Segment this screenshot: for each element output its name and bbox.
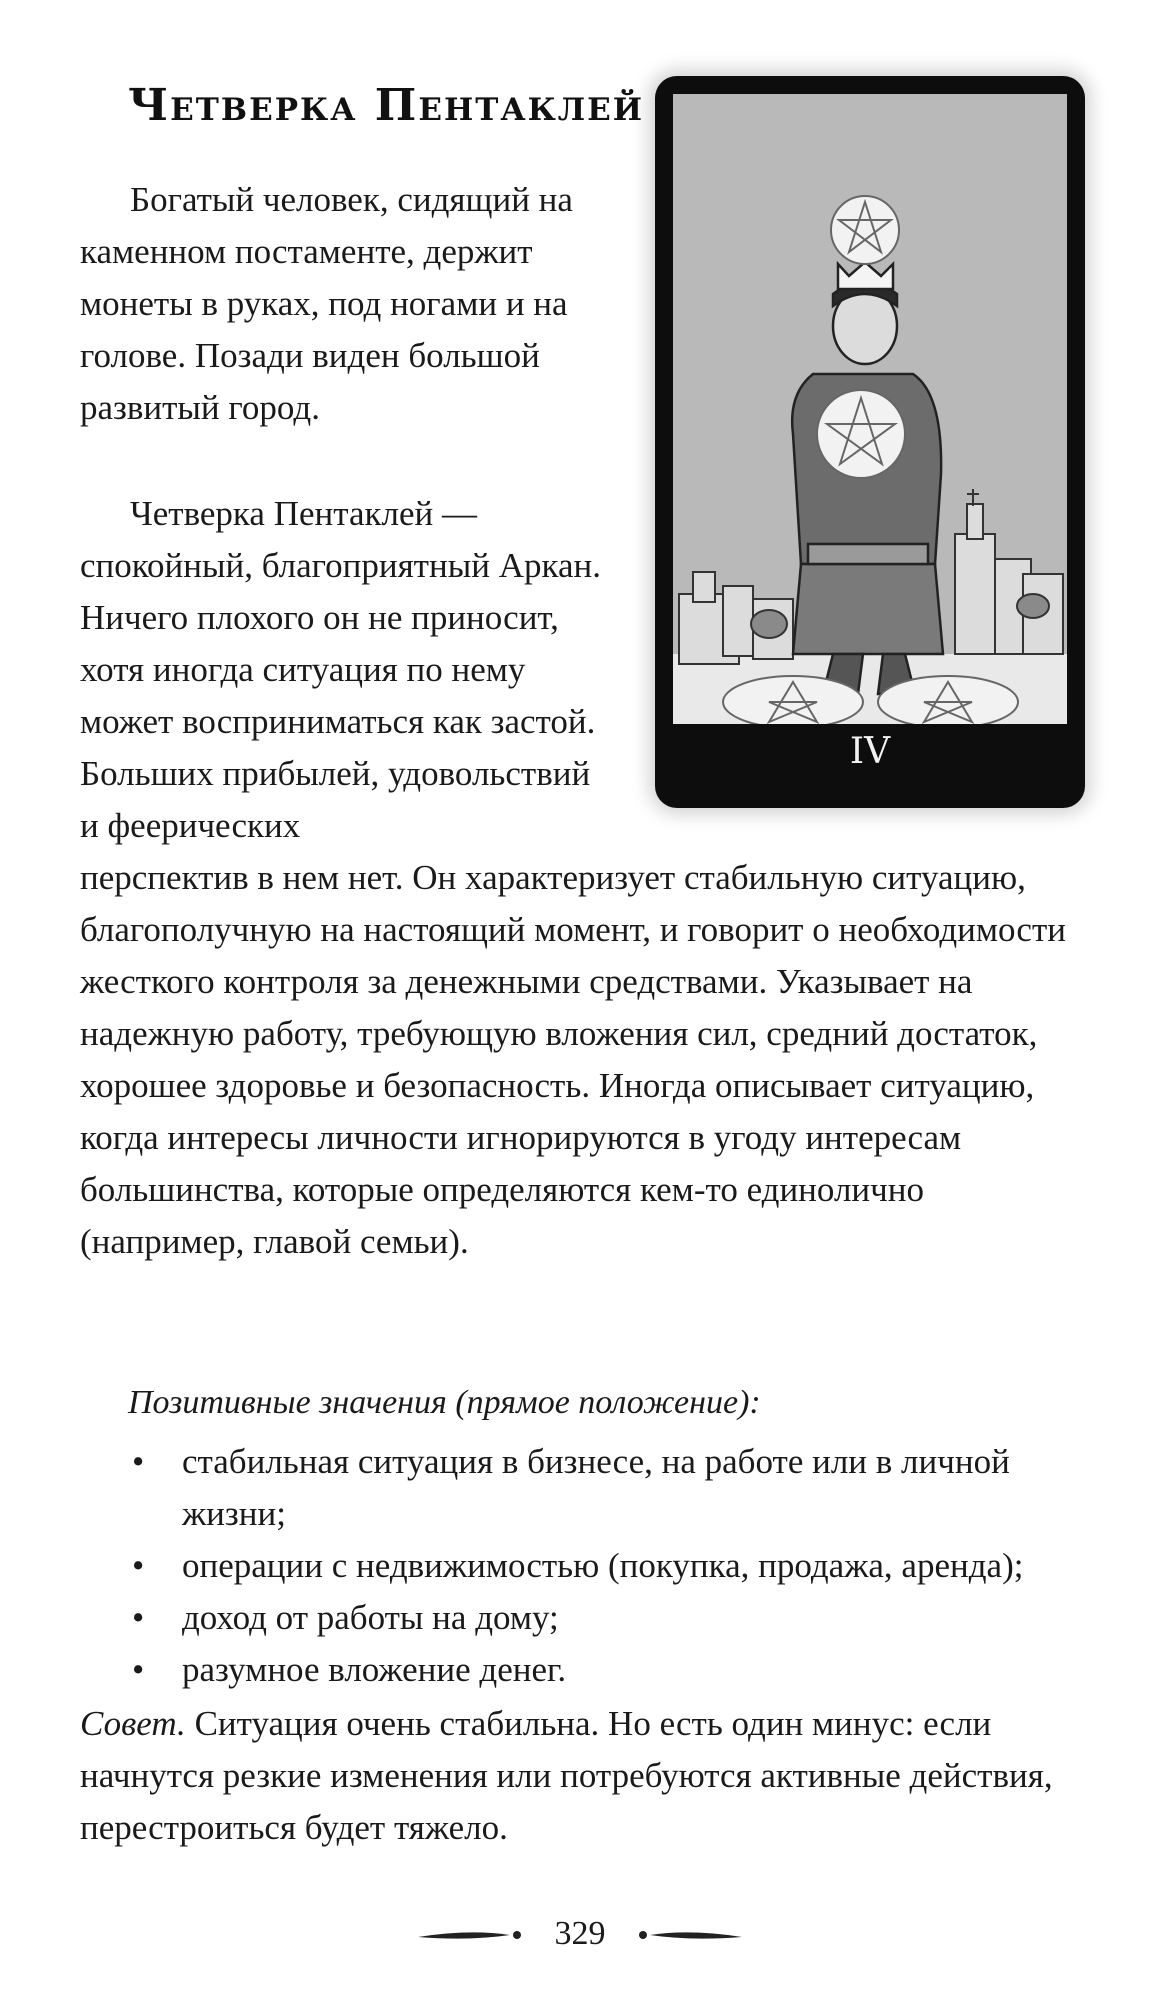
bullet-icon: • bbox=[132, 1650, 145, 1689]
list-item bbox=[80, 1644, 1090, 1696]
bullet-icon: • bbox=[132, 1546, 145, 1585]
card-illustration bbox=[673, 94, 1067, 724]
bullet-icon: • bbox=[132, 1598, 145, 1637]
advice-label: Совет. bbox=[80, 1704, 186, 1743]
card-numeral: IV bbox=[849, 731, 891, 772]
advice-text: Ситуация очень стабильна. Но есть один минус: если начнутся резкие изменения или потребуются активные действия, перестроиться будет тяжело. bbox=[80, 1704, 1053, 1847]
list-item bbox=[80, 1592, 1090, 1644]
section-title: Четверка Пентаклей bbox=[128, 80, 645, 131]
card-description-text: Богатый человек, сидящий на каменном постаменте, держит монеты в руках, под ногами и на голове. Позади виден большой развитый город. bbox=[80, 180, 573, 427]
advice-paragraph bbox=[80, 1698, 1090, 1854]
list-item-text: разумное вложение денег. bbox=[182, 1650, 567, 1689]
meaning-paragraph-wide: перспектив в нем нет. Он характеризует стабильную ситуацию, благополучную на настоящий момент, и говорит о необходимости жесткого контроля за денежными средствами. Указывает на надежную работу, требующую вложения сил, средний достаток, хорошее здоровье и безопасность. Иногда описывает ситуацию, когда интересы личности игнорируются в угоду интересам большинства, которые определяются кем-то единолично (например, главой семьи). bbox=[80, 858, 1066, 1261]
page-number: 329 bbox=[554, 1915, 606, 1952]
list-item bbox=[80, 1540, 1090, 1592]
positive-meanings-heading: Позитивные значения (прямое положение): bbox=[128, 1384, 761, 1421]
list-item-text: доход от работы на дому; bbox=[182, 1598, 559, 1637]
meaning-paragraph-narrow bbox=[80, 488, 610, 852]
card-description bbox=[80, 174, 610, 434]
list-item bbox=[80, 1436, 1090, 1540]
positive-meanings-list bbox=[80, 1436, 1090, 1696]
list-item-text: стабильная ситуация в бизнесе, на работе или в личной жизни; bbox=[182, 1442, 1010, 1533]
list-item-text: операции с недвижимостью (покупка, продажа, аренда); bbox=[182, 1546, 1024, 1585]
bullet-icon: • bbox=[132, 1442, 145, 1481]
page-footer bbox=[0, 1915, 1162, 1955]
tarot-card bbox=[655, 76, 1085, 808]
meaning-text-a: Четверка Пентаклей — спокойный, благоприятный Аркан. Ничего плохого он не приносит, хотя иногда ситуация по нему может восприниматься как застой. Больших прибылей, удовольствий и феерических bbox=[80, 494, 601, 845]
